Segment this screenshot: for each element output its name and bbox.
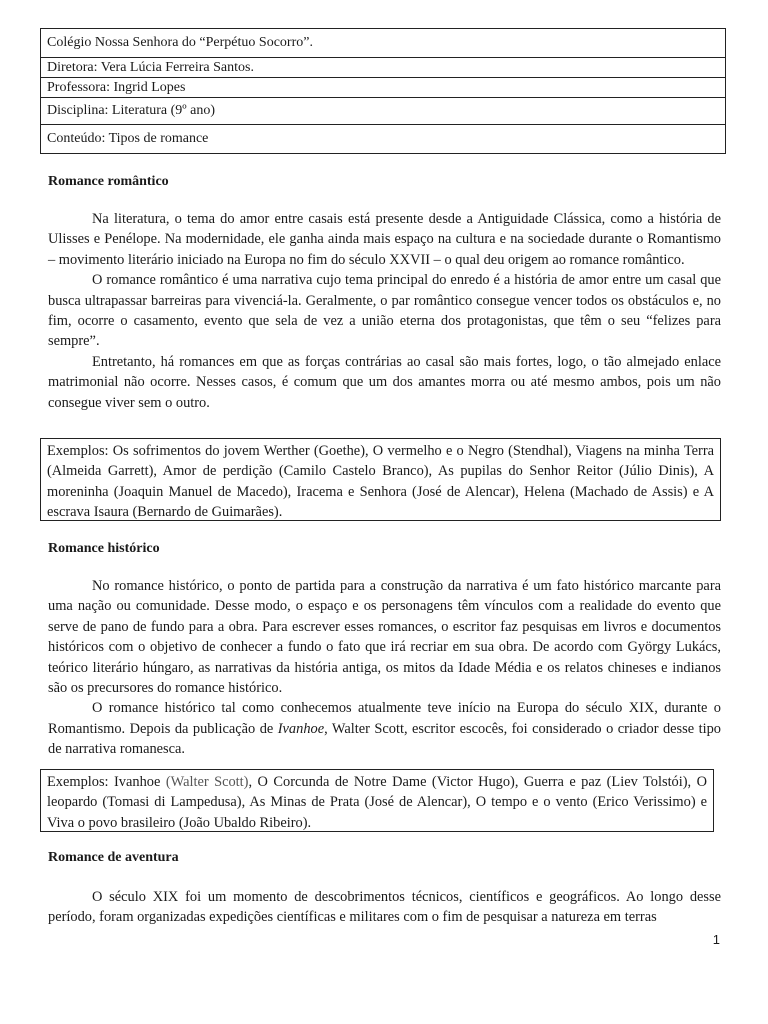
paragraph: O romance romântico é uma narrativa cujo tema principal do enredo é a história de amor entre um casal que busca ultrapassar barreiras para vivenciá-la. Geralmente, o par romântico consegue vencer todos os obstáculos e, no fim, ocorre o casamento, evento que sela de vez a união eterna dos protagonistas, que têm o seu “felizes para sempre”. (48, 272, 721, 350)
section-title-historical: Romance histórico (48, 541, 160, 556)
section-title-romantic: Romance romântico (48, 174, 169, 189)
text-run: , Walter Scott, escritor escocês, foi considerado o criador desse tipo de narrativa romanesca. (48, 720, 721, 758)
text-run: O romance histórico tal como conhecemos atualmente teve início na Europa do século XIX, durante o Romantismo. Depois da publicação de (48, 700, 721, 737)
header-teacher: Professora: Ingrid Lopes (41, 78, 725, 98)
section-body-historical (48, 576, 721, 760)
paragraph: Entretanto, há romances em que as forças contrárias ao casal são mais fortes, logo, o tão almejado enlace matrimonial não ocorre. Nesses casos, é comum que um dos amantes morra ou até mesmo ambos, pois um não consegue viver sem o outro. (48, 353, 721, 411)
page-number: 1 (712, 932, 720, 947)
header-subject: Disciplina: Literatura (9º ano) (41, 98, 725, 125)
header-content: Conteúdo: Tipos de romance (47, 131, 209, 146)
examples-box-romantic: Exemplos: Os sofrimentos do jovem Werther (Goethe), O vermelho e o Negro (Stendhal), Viagens na minha Terra (Almeida Garrett), Amor de perdição (Camilo Castelo Branco), As pupilas do Senhor Reitor (Júlio Dinis), A moreninha (Joaquin Manuel de Macedo), Iracema e Senhora (José de Alencar), Helena (Machado de Assis) e A escrava Isaura (Bernardo de Guimarães). (40, 438, 721, 521)
paragraph: O século XIX foi um momento de descobrimentos técnicos, científicos e geográficos. Ao longo desse período, foram organizadas expedições científicas e militares com o fim de pesquisar a natureza em terras (48, 889, 721, 926)
text-run-gray: (Walter Scott) (165, 774, 249, 790)
header-school: Colégio Nossa Senhora do “Perpétuo Socorro”. (41, 29, 725, 58)
header-table (40, 28, 726, 154)
paragraph: No romance histórico, o ponto de partida para a construção da narrativa é um fato histórico marcante para uma nação ou comunidade. Desse modo, o espaço e os personagens têm vínculos com a realidade do evento que serve de pano de fundo para a obra. Para escrever esses romances, o escritor faz pesquisas em livros e documentos históricos com o objetivo de conhecer a fundo o fato que irá recriar em sua obra. De acordo com György Lukács, teórico literário húngaro, as narrativas da história antiga, os mitos da Idade Média e os relatos chineses e indianos são os precursores do romance histórico. (48, 578, 721, 697)
text-run: , O Corcunda de Notre Dame (Victor Hugo), Guerra e paz (Liev Tolstói), O leopardo (Tomasi di Lampedusa), As Minas de Prata (José de Alencar), O tempo e o vento (Erico Verissimo) e Viva o povo brasileiro (João Ubaldo Ribeiro). (47, 774, 708, 831)
section-title-adventure: Romance de aventura (48, 850, 179, 865)
paragraph: Na literatura, o tema do amor entre casais está presente desde a Antiguidade Clássica, como a história de Ulisses e Penélope. Na modernidade, ele ganha ainda mais espaço na cultura e na sociedade durante o Romantismo – movimento literário iniciado na Europa no fim do século XXVII – o qual deu origem ao romance romântico. (48, 211, 721, 268)
section-body-adventure (48, 887, 721, 928)
text-run: Exemplos: Ivanhoe (47, 774, 166, 790)
paragraph (48, 698, 721, 759)
section-body-romantic (48, 209, 721, 413)
book-title-ivanhoe: Ivanhoe (277, 720, 325, 737)
examples-box-historical (40, 769, 714, 832)
header-director: Diretora: Vera Lúcia Ferreira Santos. (41, 58, 725, 78)
